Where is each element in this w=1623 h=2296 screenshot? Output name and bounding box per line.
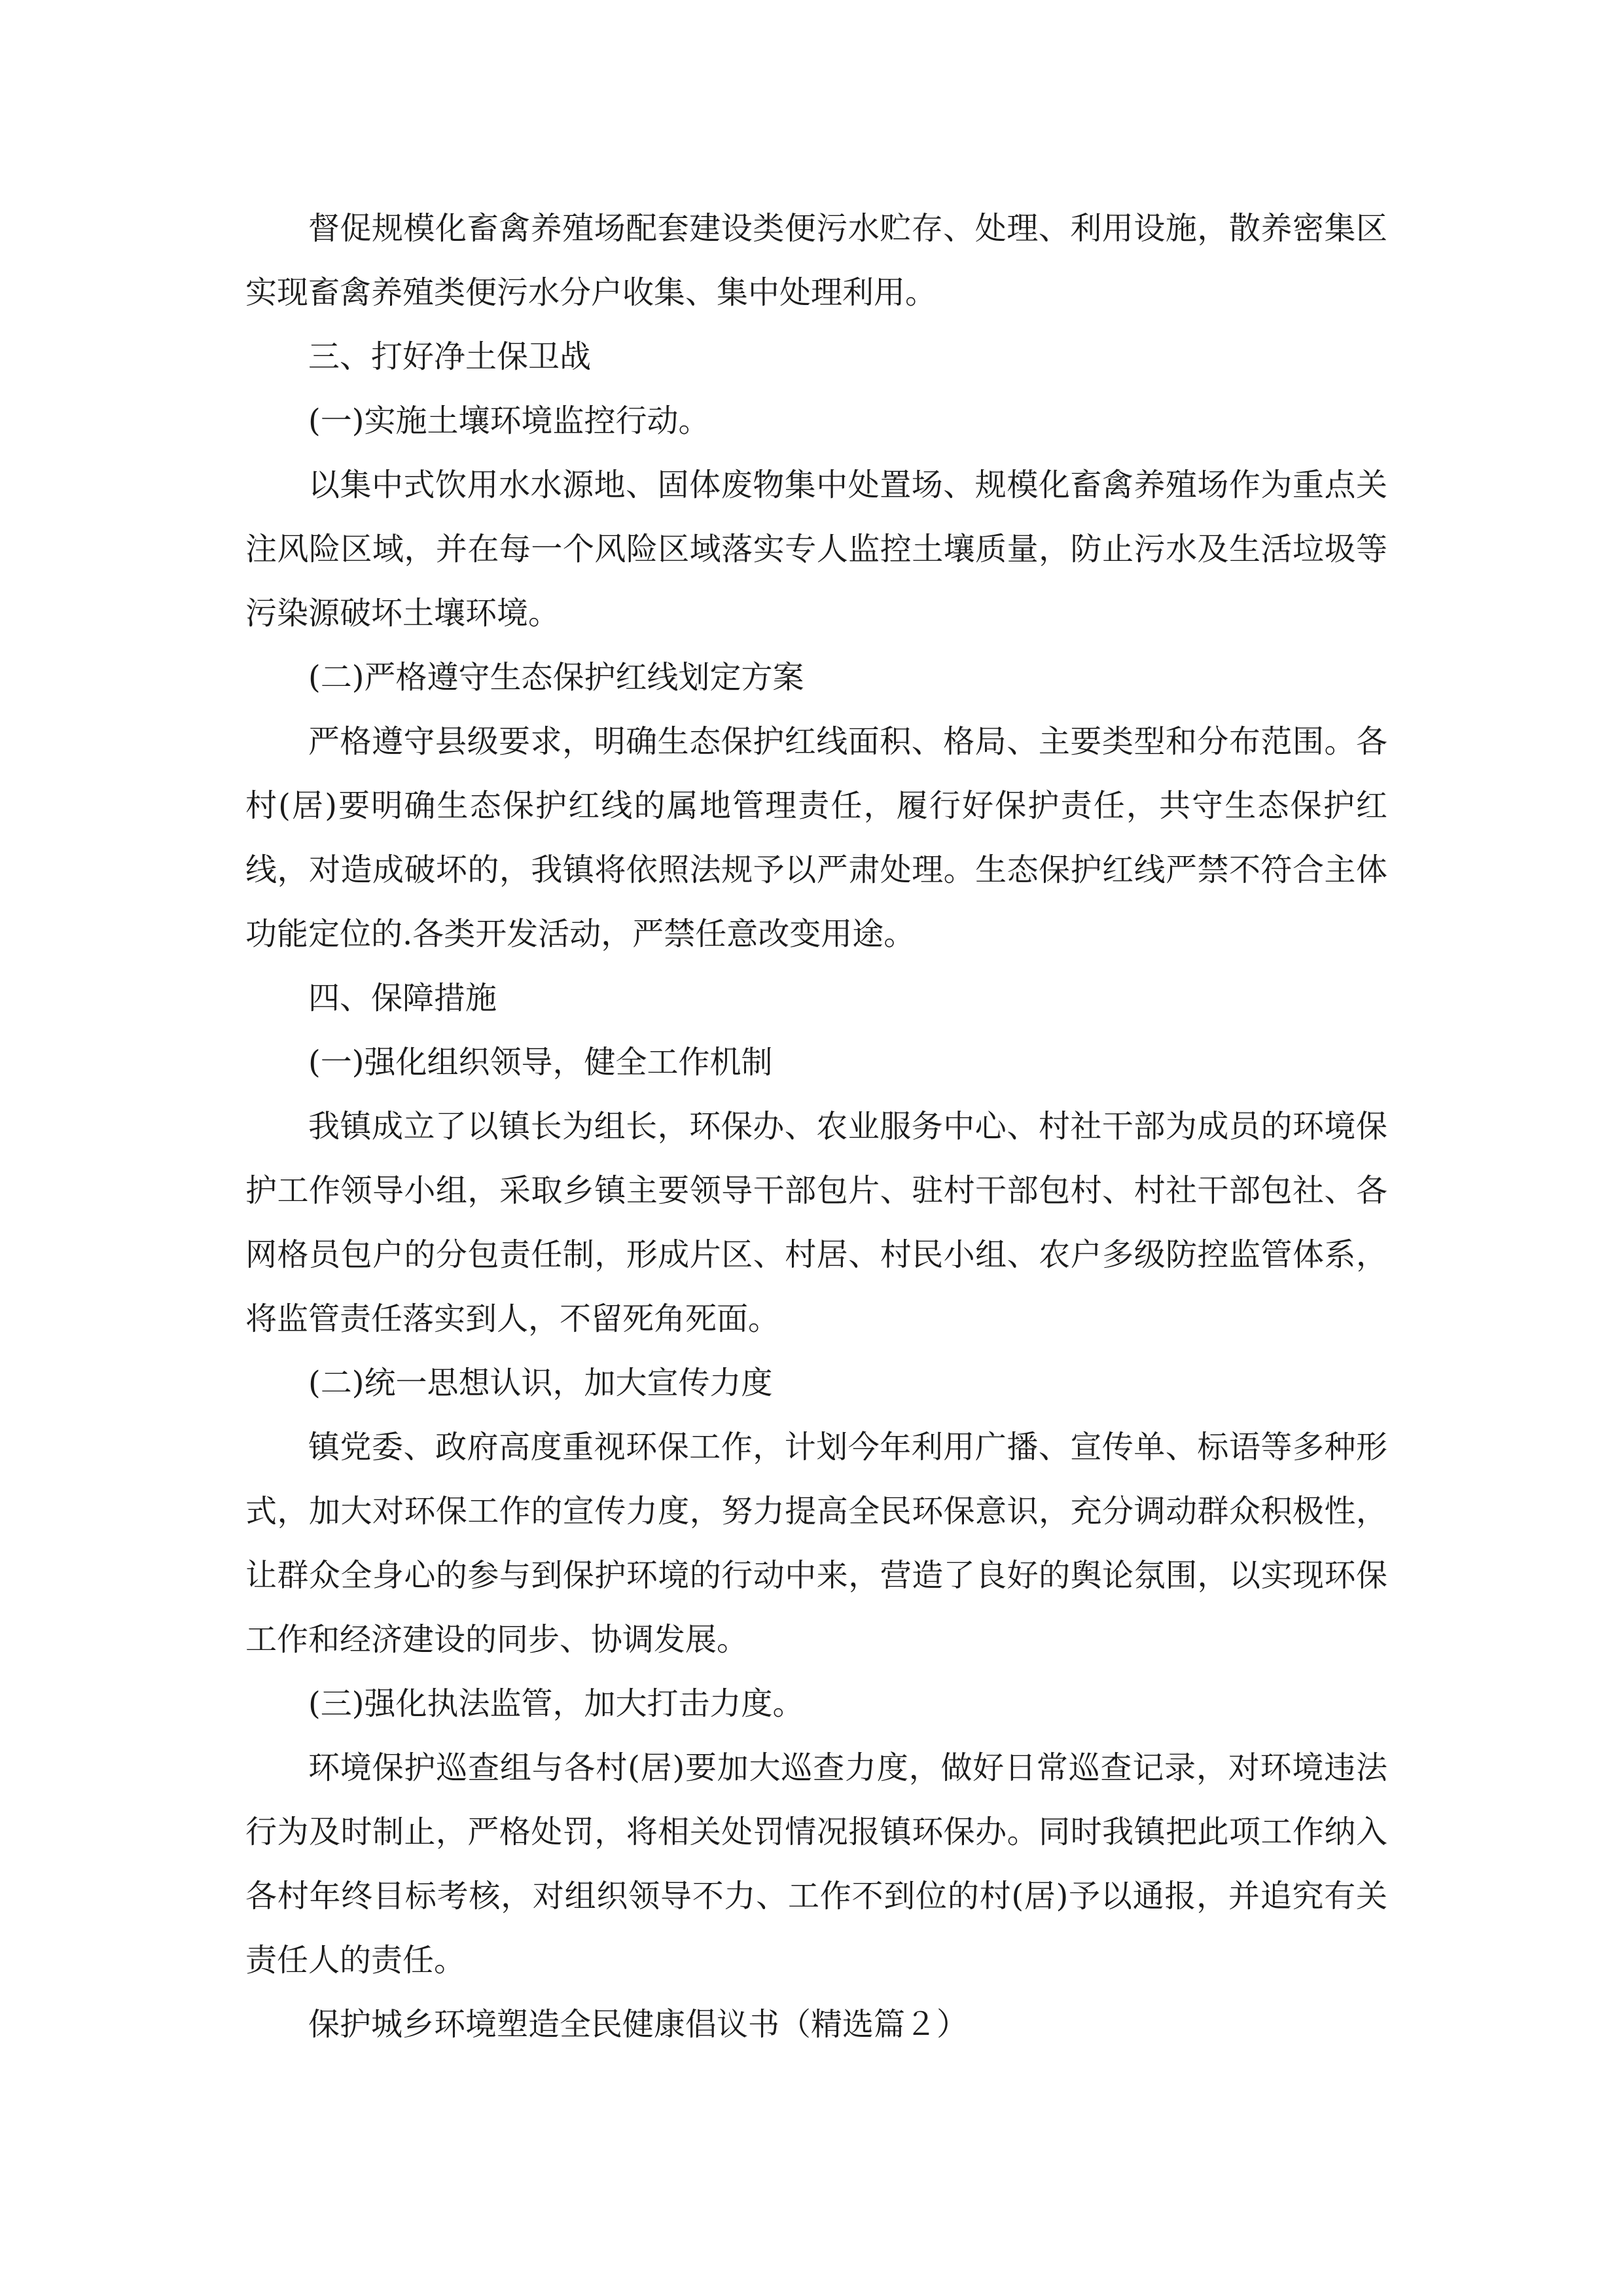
paragraph-publicity: 镇党委、政府高度重视环保工作，计划今年利用广播、宣传单、标语等多种形式，加大对环保工作的宣传力度，努力提高全民环保意识，充分调动群众积极性，让群众全身心的参与到保护环境的行动中来，营造了良好的舆论氛围，以实现环保工作和经济建设的同步、协调发展。 [245,1429,1387,1658]
subheading-soil-monitoring: (一)实施土壤环境监控行动。 [308,403,710,439]
paragraph-organization: 我镇成立了以镇长为组长，环保办、农业服务中心、村社干部为成员的环境保护工作领导小组，采取乡镇主要领导干部包片、驻村干部包村、村社干部包社、各网格员包户的分包责任制，形成片区、村居、村民小组、农户多级防控监管体系，将监管责任落实到人，不留死角死面。 [245,1108,1387,1337]
section-heading-safeguards: 四、保障措施 [308,980,497,1016]
subheading-publicity: (二)统一思想认识，加大宣传力度 [308,1365,773,1401]
subheading-organization: (一)强化组织领导，健全工作机制 [308,1044,773,1081]
subheading-enforcement: (三)强化执法监管，加大打击力度。 [308,1685,804,1722]
paragraph-red-line: 严格遵守县级要求，明确生态保护红线面积、格局、主要类型和分布范围。各村(居)要明确生态保护红线的属地管理责任，履行好保护责任，共守生态保护红线，对造成破坏的，我镇将依照法规予以严肃处理。生态保护红线严禁不符合主体功能定位的.各类开发活动，严禁任意改变用途。 [245,723,1387,952]
paragraph-livestock-facilities: 督促规模化畜禽养殖场配套建设类便污水贮存、处理、利用设施，散养密集区实现畜禽养殖类便污水分户收集、集中处理利用。 [245,210,1387,311]
paragraph-enforcement: 环境保护巡查组与各村(居)要加大巡查力度，做好日常巡查记录，对环境违法行为及时制止，严格处罚，将相关处罚情况报镇环保办。同时我镇把此项工作纳入各村年终目标考核，对组织领导不力、工作不到位的村(居)予以通报，并追究有关责任人的责任。 [245,1749,1387,1979]
subheading-red-line: (二)严格遵守生态保护红线划定方案 [308,659,804,696]
next-article-title: 保护城乡环境塑造全民健康倡议书（精选篇２） [308,2006,969,2043]
document-body [245,196,1387,2056]
paragraph-soil-monitoring: 以集中式饮用水水源地、固体废物集中处置场、规模化畜禽养殖场作为重点关注风险区域，并在每一个风险区域落实专人监控土壤质量，防止污水及生活垃圾等污染源破坏土壤环境。 [245,467,1387,632]
section-heading-soil: 三、打好净土保卫战 [308,338,592,375]
